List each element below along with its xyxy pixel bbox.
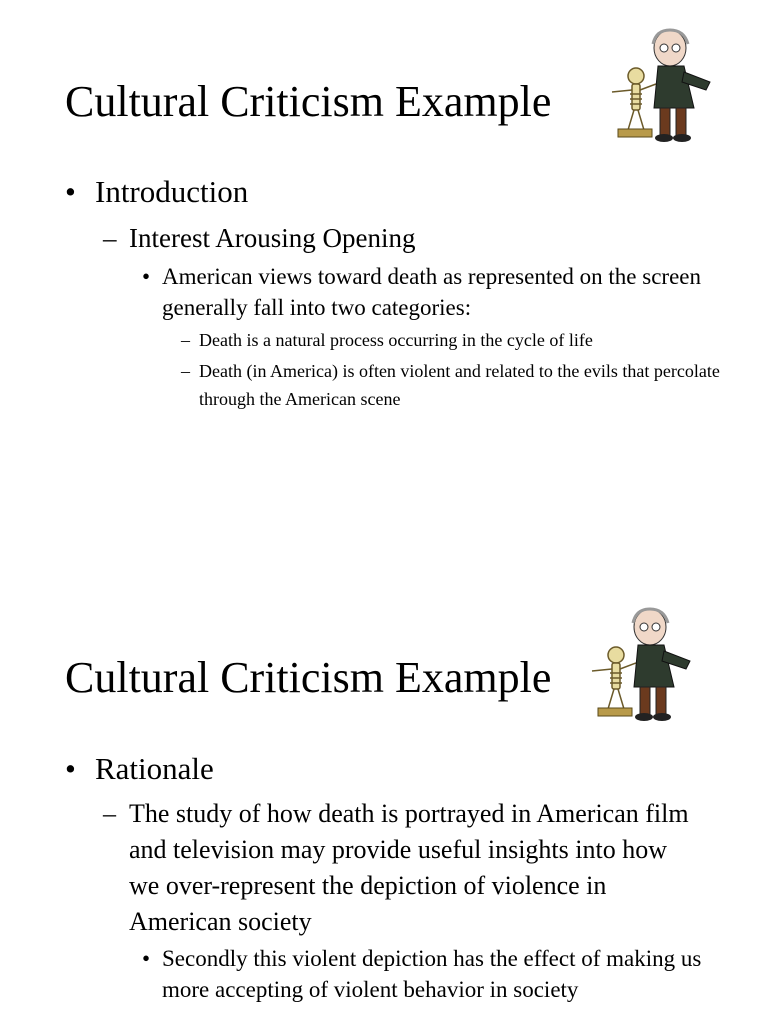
sub-bullet-study [103,796,703,940]
bullet-text: Introduction [95,174,249,209]
sub-sub-bullet-text: American views toward death as represented on the screen generally fall into two categories: [162,264,701,320]
bullet-rationale [63,751,703,787]
slide-title: Cultural Criticism Example [65,77,552,126]
level4-item-violent [181,357,721,413]
slide-2 [0,577,768,1024]
bullet-introduction [63,174,703,210]
level4-text: Death (in America) is often violent and related to the evils that percolate through the American scene [199,361,720,409]
sub-bullet-text: The study of how death is portrayed in American film and television may provide useful insights into how we over-represent the depiction of violence in American society [129,799,689,936]
dash-marker: – [103,799,116,828]
bullet-marker: • [65,751,76,786]
bullet-marker: • [142,264,151,289]
slide-title: Cultural Criticism Example [65,653,552,702]
bullet-text: Rationale [95,751,214,786]
bullet-marker: • [142,946,151,971]
dash-marker: – [181,330,190,350]
dash-marker: – [181,361,190,381]
sub-sub-bullet-secondly [142,943,722,1005]
sub-sub-bullet-views [142,261,742,323]
bullet-marker: • [65,174,76,209]
dash-marker: – [103,223,117,253]
old-man-and-skeleton-clipart [598,26,728,146]
sub-bullet-opening [103,220,723,256]
sub-bullet-text: Interest Arousing Opening [129,223,416,253]
level4-text: Death is a natural process occurring in the cycle of life [199,330,593,350]
level4-item-natural [181,326,741,354]
old-man-and-skeleton-clipart [578,605,708,725]
sub-sub-bullet-text: Secondly this violent depiction has the effect of making us more accepting of violent behavior in society [162,946,702,1002]
